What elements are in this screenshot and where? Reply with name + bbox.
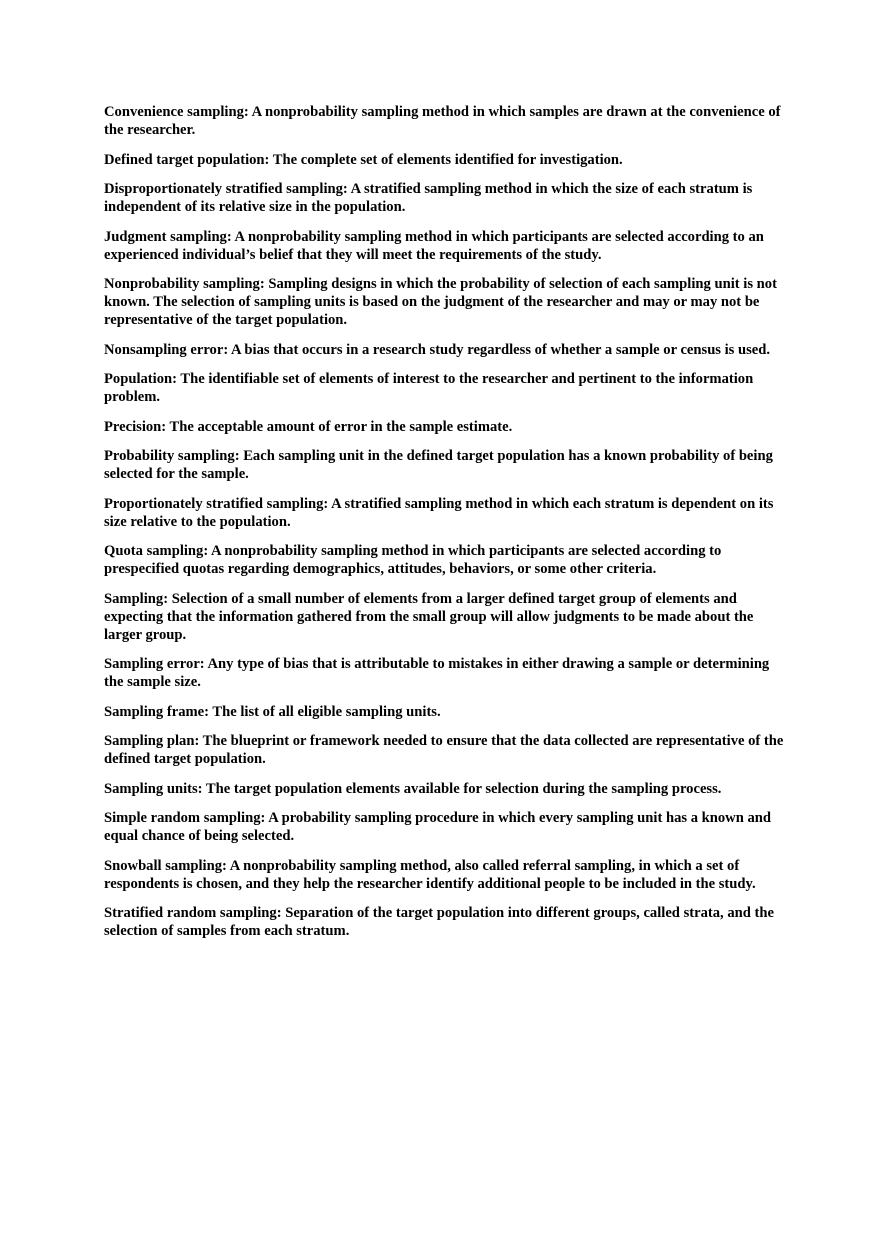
glossary-entry-sampling: Sampling: Selection of a small number of elements from a larger defined target group of elements and expecting that the information gathered from the small group will allow judgments to be made about the larger group. (104, 590, 754, 643)
glossary-entry-population: Population: The identifiable set of elements of interest to the researcher and pertinent to the information problem. (104, 371, 754, 405)
glossary-entry-stratified-random-sampling: Stratified random sampling: Separation of the target population into different groups, called strata, and the selection of samples from each stratum. (104, 905, 774, 939)
glossary-entry-probability-sampling: Probability sampling: Each sampling unit in the defined target population has a known probability of being selected for the sample. (104, 448, 773, 482)
glossary-entry-snowball-sampling: Snowball sampling: A nonprobability sampling method, also called referral sampling, in which a set of respondents is chosen, and they help the researcher identify additional people to be included in the study. (104, 857, 756, 892)
glossary-entry-sampling-error: Sampling error: Any type of bias that is attributable to mistakes in either drawing a sample or determining the sample size. (104, 656, 770, 690)
glossary-entry-disproportionately-stratified-sampling: Disproportionately stratified sampling: A stratified sampling method in which the size of each stratum is independent of its relative size in the population. (104, 181, 753, 215)
glossary-entry-sampling-plan: Sampling plan: The blueprint or framework needed to ensure that the data collected are representative of the defined target population. (104, 733, 784, 767)
glossary-entry-sampling-frame: Sampling frame: The list of all eligible sampling units. (104, 703, 441, 720)
glossary-entry-judgment-sampling: Judgment sampling: A nonprobability sampling method in which participants are selected according to an experienced individual’s belief that they will meet the requirements of the study. (104, 228, 764, 263)
glossary-entry-defined-target-population: Defined target population: The complete set of elements identified for investigation. (104, 151, 623, 168)
glossary-entry-quota-sampling: Quota sampling: A nonprobability sampling method in which participants are selected according to prespecified quotas regarding demographics, attitudes, behaviors, or some other criteria. (104, 543, 722, 577)
glossary-page (104, 103, 784, 952)
glossary-entry-proportionately-stratified-sampling: Proportionately stratified sampling: A stratified sampling method in which each stratum is dependent on its size relative to the population. (104, 495, 774, 530)
glossary-entry-convenience-sampling: Convenience sampling: A nonprobability sampling method in which samples are drawn at the convenience of the researcher. (104, 104, 781, 138)
glossary-entry-nonprobability-sampling: Nonprobability sampling: Sampling designs in which the probability of selection of each sampling unit is not known. The selection of sampling units is based on the judgment of the researcher and may or may not be representative of the target population. (104, 276, 777, 328)
glossary-entry-sampling-units: Sampling units: The target population elements available for selection during the sampling process. (104, 780, 722, 797)
glossary-entry-precision: Precision: The acceptable amount of error in the sample estimate. (104, 418, 513, 435)
glossary-entry-nonsampling-error: Nonsampling error: A bias that occurs in a research study regardless of whether a sample or census is used. (104, 341, 771, 358)
glossary-entry-simple-random-sampling: Simple random sampling: A probability sampling procedure in which every sampling unit has a known and equal chance of being selected. (104, 810, 772, 844)
